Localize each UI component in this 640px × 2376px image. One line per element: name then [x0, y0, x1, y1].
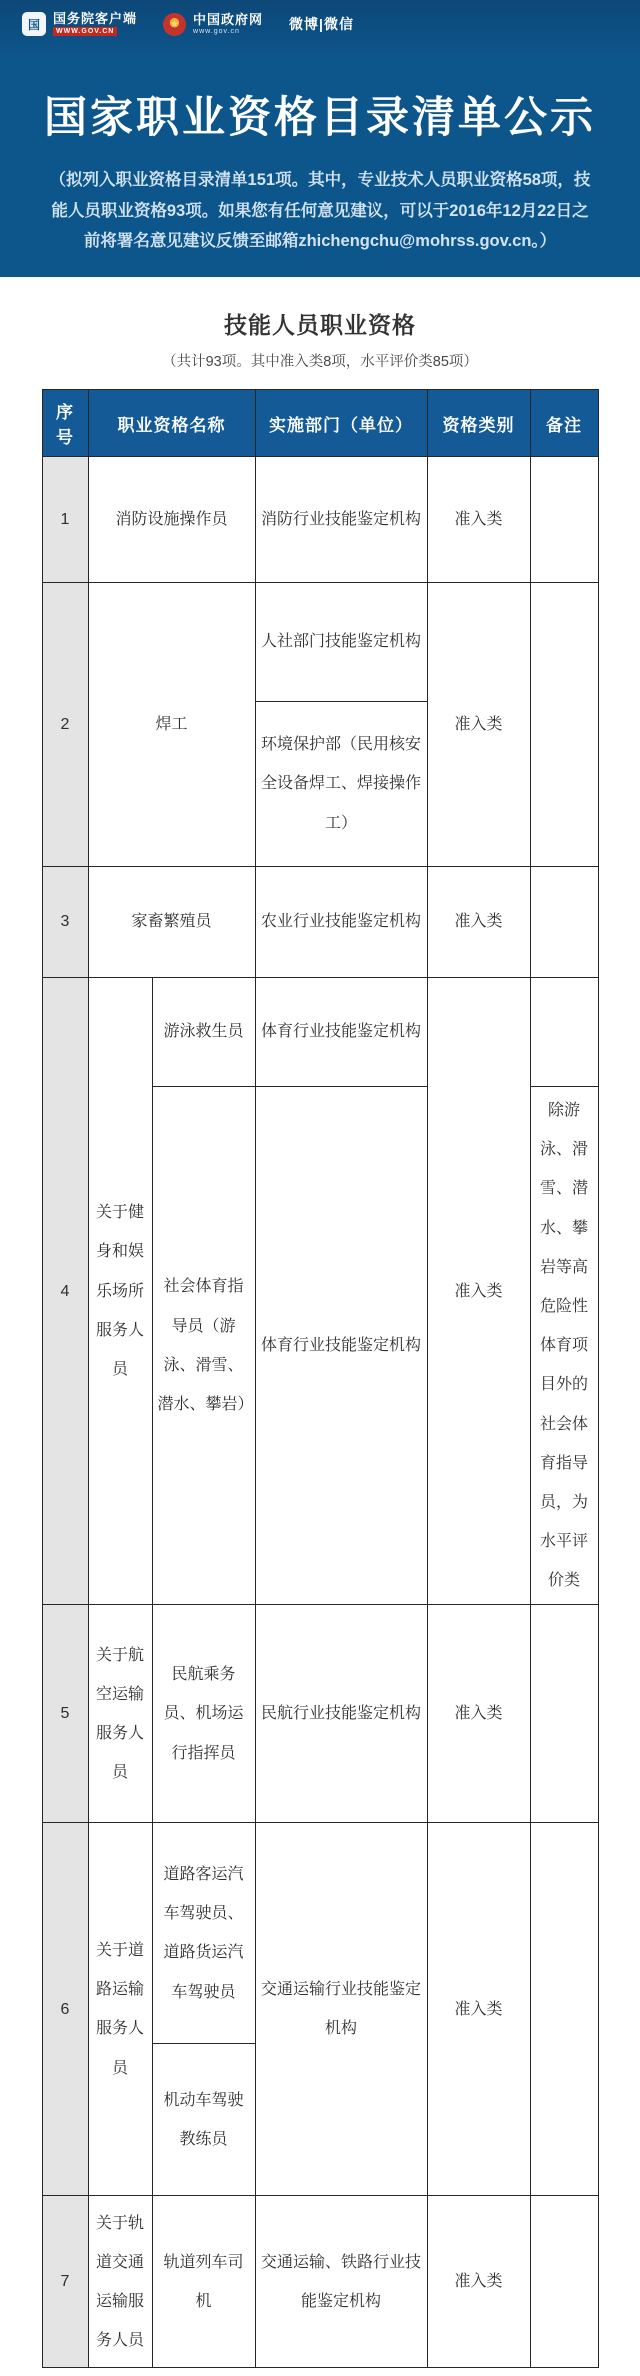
cell-dept: 农业行业技能鉴定机构	[255, 867, 427, 978]
cell-no: 3	[42, 867, 88, 978]
cell-item: 轨道列车司机	[152, 2196, 255, 2368]
cell-note: 除游泳、滑雪、潜水、攀岩等高危险性体育项目外的社会体育指导员，为水平评价类	[530, 1087, 598, 1605]
gov-client-title: 国务院客户端	[53, 11, 138, 26]
table-row	[42, 2196, 598, 2368]
section-title: 技能人员职业资格	[224, 312, 416, 338]
national-emblem-icon: ★	[163, 13, 186, 36]
cell-category: 准入类	[427, 867, 530, 978]
gov-site-logo[interactable]	[163, 13, 263, 36]
weibo-wechat-links[interactable]: 微博|微信	[289, 16, 354, 32]
gov-site-title: 中国政府网	[193, 12, 264, 27]
cell-no: 1	[42, 457, 88, 583]
cell-name: 家畜繁殖员	[88, 867, 255, 978]
cell-note	[530, 1605, 598, 1823]
table-row	[42, 1823, 598, 2044]
cell-no: 2	[42, 583, 88, 867]
cell-item: 游泳救生员	[152, 978, 255, 1087]
cell-note	[530, 867, 598, 978]
gov-client-url-badge: WWW.GOV.CN	[53, 27, 117, 36]
cell-dept: 民航行业技能鉴定机构	[255, 1605, 427, 1823]
cell-category: 准入类	[427, 457, 530, 583]
topbar	[0, 0, 640, 36]
page-description: （拟列入职业资格目录清单151项。其中，专业技术人员职业资格58项，技能人员职业资格93项。如果您有任何意见建议，可以于2016年12月22日之前将署名意见建议反馈至邮箱zhichengchu@mohrss.gov.cn。）	[49, 171, 591, 251]
section-subtitle: （共计93项。其中准入类8项，水平评价类85项）	[162, 354, 478, 370]
cell-category: 准入类	[427, 1605, 530, 1823]
cell-category: 准入类	[427, 583, 530, 867]
cell-item: 社会体育指导员（游泳、滑雪、潜水、攀岩）	[152, 1087, 255, 1605]
cell-dept: 体育行业技能鉴定机构	[255, 1087, 427, 1605]
table-row	[42, 978, 598, 1087]
cell-item: 民航乘务员、机场运行指挥员	[152, 1605, 255, 1823]
gov-client-logo[interactable]	[22, 12, 137, 36]
cell-no: 5	[42, 1605, 88, 1823]
cell-name: 消防设施操作员	[88, 457, 255, 583]
cell-group: 关于道路运输服务人员	[88, 1823, 152, 2196]
section-header	[0, 277, 640, 371]
table-row	[42, 1605, 598, 1823]
header-note: 备注	[530, 390, 598, 457]
header-no: 序号	[42, 390, 88, 457]
hero-banner	[0, 0, 640, 277]
cell-item: 机动车驾驶教练员	[152, 2044, 255, 2196]
cell-category: 准入类	[427, 2196, 530, 2368]
header-name: 职业资格名称	[88, 390, 255, 457]
cell-group: 关于航空运输服务人员	[88, 1605, 152, 1823]
cell-dept: 消防行业技能鉴定机构	[255, 457, 427, 583]
table-header-row	[42, 390, 598, 457]
gov-client-app-icon: 国	[22, 12, 46, 36]
cell-no: 6	[42, 1823, 88, 2196]
gov-site-url: www.gov.cn	[193, 28, 240, 35]
cell-dept: 体育行业技能鉴定机构	[255, 978, 427, 1087]
header-dept: 实施部门（单位）	[255, 390, 427, 457]
qualification-table	[42, 389, 599, 2368]
cell-no: 4	[42, 978, 88, 1605]
table-row	[42, 583, 598, 702]
cell-note	[530, 457, 598, 583]
cell-note	[530, 2196, 598, 2368]
cell-item: 道路客运汽车驾驶员、道路货运汽车驾驶员	[152, 1823, 255, 2044]
cell-group: 关于健身和娱乐场所服务人员	[88, 978, 152, 1605]
table-row	[42, 457, 598, 583]
cell-category: 准入类	[427, 1823, 530, 2196]
table-row	[42, 867, 598, 978]
cell-group: 关于轨道交通运输服务人员	[88, 2196, 152, 2368]
cell-dept: 人社部门技能鉴定机构	[255, 583, 427, 702]
header-category: 资格类别	[427, 390, 530, 457]
cell-name: 焊工	[88, 583, 255, 867]
cell-dept: 交通运输行业技能鉴定机构	[255, 1823, 427, 2196]
cell-dept: 环境保护部（民用核安全设备焊工、焊接操作工）	[255, 702, 427, 867]
cell-no: 7	[42, 2196, 88, 2368]
cell-note	[530, 583, 598, 867]
cell-category: 准入类	[427, 978, 530, 1605]
cell-dept: 交通运输、铁路行业技能鉴定机构	[255, 2196, 427, 2368]
cell-note	[530, 978, 598, 1087]
page-title: 国家职业资格目录清单公示	[44, 94, 596, 142]
cell-note	[530, 1823, 598, 2196]
